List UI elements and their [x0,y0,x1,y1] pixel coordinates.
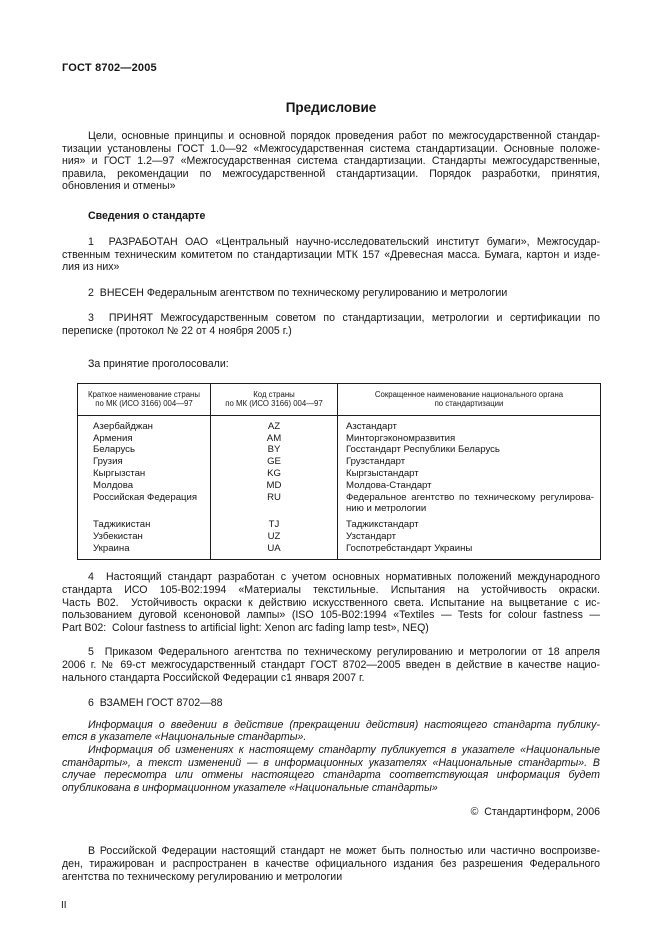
cell-org: Кыргзыстандарт [338,468,601,480]
cell-code: TJ [211,515,338,531]
item-1-line: лия из них» [62,261,120,274]
cell-org: Азстандарт [338,415,601,432]
item-5-line: 2006 г. № 69-ст межгосударственный стандарт ГОСТ 8702—2005 введен в действие в качестве нацио- [62,659,600,672]
table-row [78,444,601,456]
table-row [78,480,601,492]
restriction-line: ден, тиражирован и распространен в качестве официального издания без разрешения Федерального [62,857,600,870]
cell-code: UZ [211,531,338,543]
cell-code: BY [211,444,338,456]
cell-code: KG [211,468,338,480]
intro-line: тизации установлены ГОСТ 1.0—92 «Межгосударственная система стандартизации. Основные положе- [62,142,600,155]
header-code [211,383,338,415]
cell-country: Украина [93,542,130,554]
cell-country: Грузия [93,456,123,468]
cell-country: Кыргызстан [93,467,146,479]
cell-org-line: Федеральное агентство по техническому регулирова- [346,491,594,503]
page-number: II [61,900,67,912]
item-5-paragraph [62,646,600,684]
standard-info-heading: Сведения о стандарте [88,209,206,222]
item-1-line: ственным техническим комитетом по стандартизации МТК 157 «Древесная масса. Бумага, картон и изде- [62,248,600,261]
item-2-line: 2 ВНЕСЕН Федеральным агентством по техническому регулированию и метрологии [88,286,508,299]
vote-intro: За принятие проголосовали: [88,357,229,370]
cell-org: Минторгэкономразвития [338,433,601,445]
table-row [78,531,601,543]
item-6-line: 6 ВЗАМЕН ГОСТ 8702—88 [88,697,223,710]
cell-org [338,492,601,516]
cell-code: MD [211,480,338,492]
item-3-line: переписке (протокол № 22 от 4 ноября 2005 г.) [62,324,292,337]
restriction-line: В Российской Федерации настоящий стандарт не может быть полностью или частично воспроизве- [88,845,600,858]
cell-country: Российская Федерация [93,491,198,503]
copyright-line: © Стандартинформ, 2006 [470,806,600,819]
header-org-line: Сокращенное наименование национального органа [374,389,564,399]
header-org-line: по стандартизации [434,399,504,409]
cell-code: UA [211,543,338,560]
header-country-line: Краткое наименование страны [88,389,200,399]
header-code-line: по МК (ИСО 3166) 004—97 [225,399,323,409]
cell-country: Азербайджан [93,420,153,432]
item-4-line: стандарта ИСО 105-В02:1994 «Материалы текстильные. Испытания на устойчивость окраски. [62,584,600,597]
vote-table-header-row [78,383,601,415]
header-country [78,383,211,415]
cell-org: Грузстандарт [338,456,601,468]
item-4-line: Часть В02. Устойчивость окраски к действию искусственного света. Испытание на выцветание с ис- [62,596,600,609]
table-row [78,543,601,560]
intro-line: правила, рекомендации по межгосударственной стандартизации. Порядок разработки, принятия, [62,167,600,180]
item-4-line: 4 Настоящий стандарт разработан с учетом основных нормативных положений международного [88,571,600,584]
cell-country: Узбекистан [93,530,143,542]
intro-line: Цели, основные принципы и основной порядок проведения работ по межгосударственной стандар- [88,130,600,142]
note-line: Информация об изменениях к настоящему стандарту публикуется в указателе «Национальные [88,744,600,757]
cell-country: Таджикистан [93,519,151,531]
intro-line: обновления и отмены» [62,180,176,193]
note-line: Информация о введении в действие (прекращении действия) настоящего стандарта публику- [88,718,600,731]
item-5-line: нального стандарта Российской Федерации с1 января 2007 г. [62,671,365,684]
cell-org: Таджикстандарт [338,515,601,531]
restriction-line: агентства по техническому регулированию и метрологии [62,870,343,883]
cell-country: Армения [93,432,133,444]
cell-org: Госстандарт Республики Беларусь [338,444,601,456]
restriction-paragraph [62,845,600,883]
table-row [78,433,601,445]
item-2-paragraph [62,287,600,300]
table-row [78,468,601,480]
item-3-line: 3 ПРИНЯТ Межгосударственным советом по стандартизации, метрологии и сертификации по [88,312,600,325]
cell-code: GE [211,456,338,468]
cell-org: Молдова-Стандарт [338,480,601,492]
cell-country: Беларусь [93,444,135,456]
note-line: опубликована в информационном указателе «Национальные стандарты» [62,781,438,794]
item-4-line: Part B02: Colour fastness to artificial light: Xenon arc fading lamp test», NEQ) [62,621,429,634]
note-line: стандарты», а текст изменений — в информационных указателях «Национальные стандарты». В [62,756,600,769]
intro-paragraph [62,130,600,193]
cell-code: RU [211,492,338,516]
item-4-line: пользованием дуговой ксеноновой лампы» (ISO 105-B02:1994 «Textiles — Tests for colour fastness — [62,609,600,622]
cell-code: AM [211,433,338,445]
item-1-line: 1 РАЗРАБОТАН ОАО «Центральный научно-исследовательский институт бумаги», Межгосудар- [88,235,600,248]
table-row [78,492,601,516]
table-row [78,515,601,531]
header-country-line: по МК (ИСО 3166) 004—97 [95,399,193,409]
header-org [338,383,601,415]
cell-org: Госпотребстандарт Украины [338,543,601,560]
intro-line: ния» и ГОСТ 1.2—97 «Межгосударственная система стандартизации. Стандарты межгосударственные, [62,155,600,168]
note-line: ется в указателе «Национальные стандарты». [62,731,307,744]
note-publication-paragraph [62,719,600,744]
item-1-paragraph [62,236,600,274]
item-5-line: 5 Приказом Федерального агентства по техническому регулированию и метрологии от 18 апреля [88,646,600,659]
cell-country: Молдова [93,479,134,491]
note-amendments-paragraph [62,744,600,794]
item-6-paragraph [62,697,600,710]
cell-org-line: нию и метрологии [346,503,427,515]
cell-code: AZ [211,415,338,432]
vote-table [77,383,601,561]
table-row [78,456,601,468]
item-4-paragraph [62,571,600,634]
table-row [78,415,601,432]
header-code-line: Код страны [253,389,295,399]
item-3-paragraph [62,312,600,337]
note-line: случае пересмотра или отмены настоящего стандарта соответствующая информация будет [62,769,600,782]
doc-code: ГОСТ 8702—2005 [62,62,157,74]
cell-org: Узстандарт [338,531,601,543]
page-title: Предисловие [285,100,377,115]
